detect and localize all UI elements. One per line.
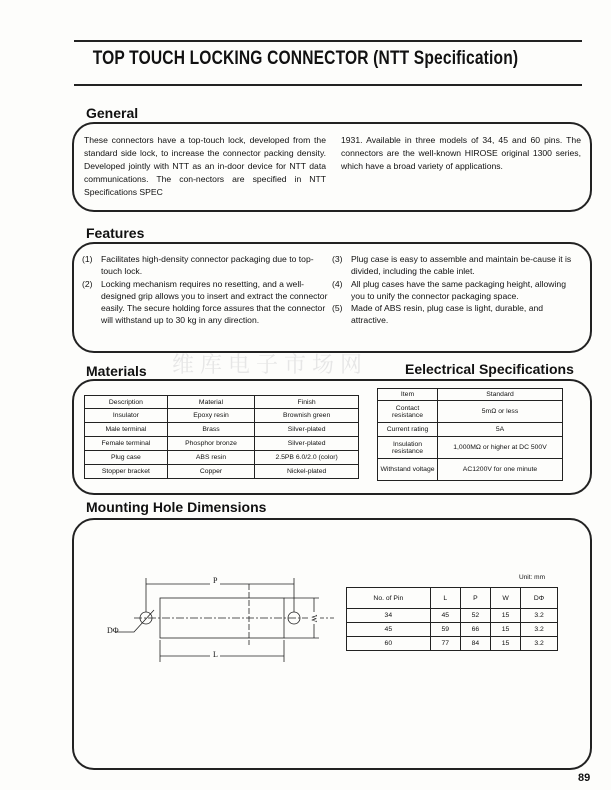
table-row: Current rating 5A [378,423,563,437]
table-row: Withstand voltage AC1200V for one minute [378,459,563,481]
page-number: 89 [578,772,591,784]
table-row: Insulator Epoxy resin Brownish green [85,409,359,423]
table-row: Insulation resistance 1,000MΩ or higher at DC 500V [378,437,563,459]
page-title: TOP TOUCH LOCKING CONNECTOR (NTT Specification) [92,48,519,69]
feature-item: (2) Locking mechanism requires no resetting, and a well-designed grip allows you to insert and extract the connector easily. The secure holding force assures that the connector will withstand up to 30 kg in any direction. [82,278,328,326]
electrical-table: Item Standard Contact resistance 5mΩ or less Current rating 5A Insulation resistance 1,000MΩ or higher at DC 500V Withstand voltage AC1200V for one minute [377,388,563,481]
title-rule [74,84,582,86]
table-row: 45 59 66 15 3.2 [347,623,558,637]
dim-label-d: DΦ [107,626,119,635]
top-rule [74,40,582,42]
specs-box [72,379,592,495]
table-row: Stopper bracket Copper Nickel-plated [85,465,359,479]
general-text-col2: 1931. Available in three models of 34, 45 and 60 pins. The connectors are the well-known HIROSE original 1300 series, which have a broad variety of applications. [341,135,581,171]
dim-label-w: W [309,614,319,623]
dimensions-table: No. of Pin L P W DΦ 34 45 52 15 3.2 45 59 66 15 3.2 60 77 84 15 3.2 [346,587,558,651]
unit-label: Unit: mm [519,574,545,581]
table-row: Plug case ABS resin 2.5PB 6.0/2.0 (color) [85,451,359,465]
table-row: Female terminal Phosphor bronze Silver-plated [85,437,359,451]
mounting-box [72,518,592,770]
materials-heading: Materials [86,363,147,379]
features-col1 [82,253,328,327]
feature-item: (1) Facilitates high-density connector packaging due to top-touch lock. [82,254,314,277]
general-text-col1: These connectors have a top-touch lock, developed from the standard side lock, to increase the connector packing density. Developed jointly with NTT as an in-door device for NTT data communications. The con-nectors are specified in NTT Specifications SPEC [84,135,326,197]
feature-item: (5) Made of ABS resin, plug case is light, durable, and attractive. [332,303,544,326]
general-box [72,122,592,212]
features-box [72,242,592,353]
watermark: 维库电子市场网 [172,353,369,378]
feature-item: (4) All plug cases have the same packaging height, allowing you to unify the connector packaging space. [332,278,566,301]
materials-table: Description Material Finish Insulator Epoxy resin Brownish green Male terminal Brass Silver-plated Female terminal Phosphor bronze Silver-plated Plug case ABS resin 2.5PB 6.0/2.0 (color) Stopper bracket Copper Nickel-plated [84,395,359,479]
table-row: Male terminal Brass Silver-plated [85,423,359,437]
features-col2 [332,253,582,327]
mounting-heading: Mounting Hole Dimensions [86,499,267,515]
dim-label-p: P [213,576,218,585]
table-row: Contact resistance 5mΩ or less [378,401,563,423]
feature-item: (3) Plug case is easy to assemble and maintain be-cause it is divided, including the cable inlet. [332,254,572,277]
dim-label-l: L [213,650,218,659]
features-heading: Features [86,225,145,241]
table-row: 60 77 84 15 3.2 [347,637,558,651]
table-row: 34 45 52 15 3.2 [347,609,558,623]
electrical-heading: Eelectrical Specifications [405,361,574,377]
general-heading: General [86,105,139,121]
